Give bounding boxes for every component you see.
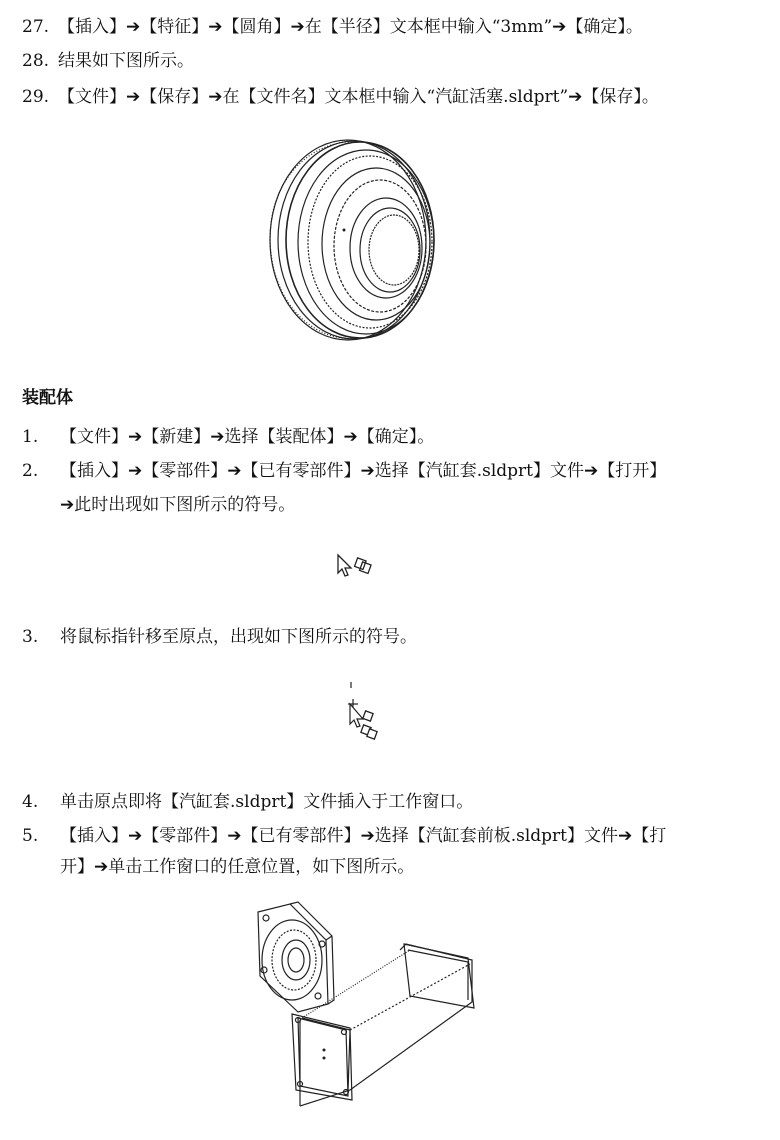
assembly-step-1: 1. 【文件】➔【新建】➔选择【装配体】➔【确定】。 [22,427,435,447]
step-27: 27. 【插入】➔【特征】➔【圆角】➔在【半径】文本框中输入“3mm”➔【确定】。 [22,17,643,37]
assembly-step-4: 4. 单击原点即将【汽缸套.sldprt】文件插入于工作窗口。 [22,792,474,812]
assembly-step-5: 5. 【插入】➔【零部件】➔【已有零部件】➔选择【汽缸套前板.sldprt】文件➔【打 [22,826,667,846]
assembly-figure [240,900,480,1110]
assembly-step-3: 3. 将鼠标指针移至原点，出现如下图所示的符号。 [22,627,417,647]
section-title: 装配体 [22,388,73,408]
step-28: 28. 结果如下图所示。 [22,51,194,71]
step-29: 29. 【文件】➔【保存】➔在【文件名】文本框中输入“汽缸活塞.sldprt”➔【保存】。 [22,87,659,107]
piston-figure [260,130,460,355]
assembly-step-2-cont: ➔此时出现如下图所示的符号。 [60,495,296,515]
assembly-step-5-cont: 开】➔单击工作窗口的任意位置，如下图所示。 [60,857,415,877]
assembly-step-2: 2. 【插入】➔【零部件】➔【已有零部件】➔选择【汽缸套.sldprt】文件➔【打开】 [22,461,667,481]
cursor-insert-symbol [336,553,380,581]
cursor-origin-symbol [344,680,384,744]
